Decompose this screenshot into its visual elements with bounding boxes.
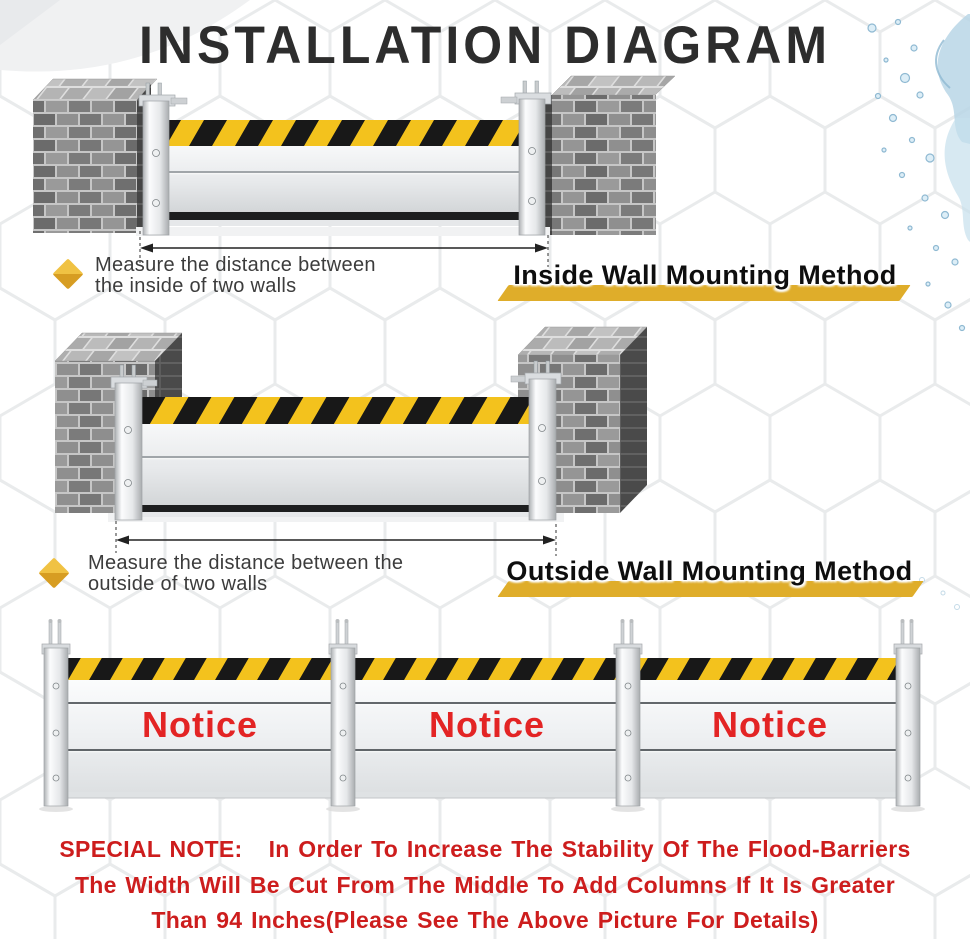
notice-label: Notice — [141, 704, 259, 745]
notice-label: Notice — [711, 704, 829, 745]
page-title: INSTALLATION DIAGRAM — [139, 15, 831, 75]
right-brick-wall — [544, 76, 675, 235]
barrier-post — [39, 619, 73, 812]
inside-method-label: Inside Wall Mounting Method — [513, 260, 897, 290]
inside-measure-line1: Measure the distance between — [95, 254, 376, 276]
barrier-post — [611, 619, 645, 812]
flood-barrier-panel — [142, 397, 529, 517]
barrier-post — [326, 619, 360, 812]
outside-measure-line2: outside of two walls — [88, 573, 268, 595]
outside-measure-line1: Measure the distance between the — [88, 552, 404, 574]
outside-measure-note — [88, 553, 403, 595]
notice-label: Notice — [428, 704, 546, 745]
barrier-post — [891, 619, 925, 812]
special-note-line3: Than 94 Inches(Please See The Above Picture For Details) — [151, 907, 819, 933]
floor-sill — [136, 227, 550, 236]
outside-mounting-diagram — [0, 325, 970, 560]
outside-measurement-arrow — [116, 521, 556, 556]
inside-mounting-diagram — [0, 75, 970, 270]
special-note-line1: SPECIAL NOTE: In Order To Increase The Stability Of The Flood-Barriers — [59, 836, 911, 862]
outside-method-label: Outside Wall Mounting Method — [506, 556, 913, 586]
inside-measure-line2: the inside of two walls — [95, 275, 297, 297]
flood-barrier-panel — [160, 120, 528, 226]
left-brick-wall — [33, 79, 157, 233]
special-note-line2: The Width Will Be Cut From The Middle To Add Columns If It Is Greater — [74, 872, 896, 898]
inside-measure-note — [95, 255, 376, 297]
